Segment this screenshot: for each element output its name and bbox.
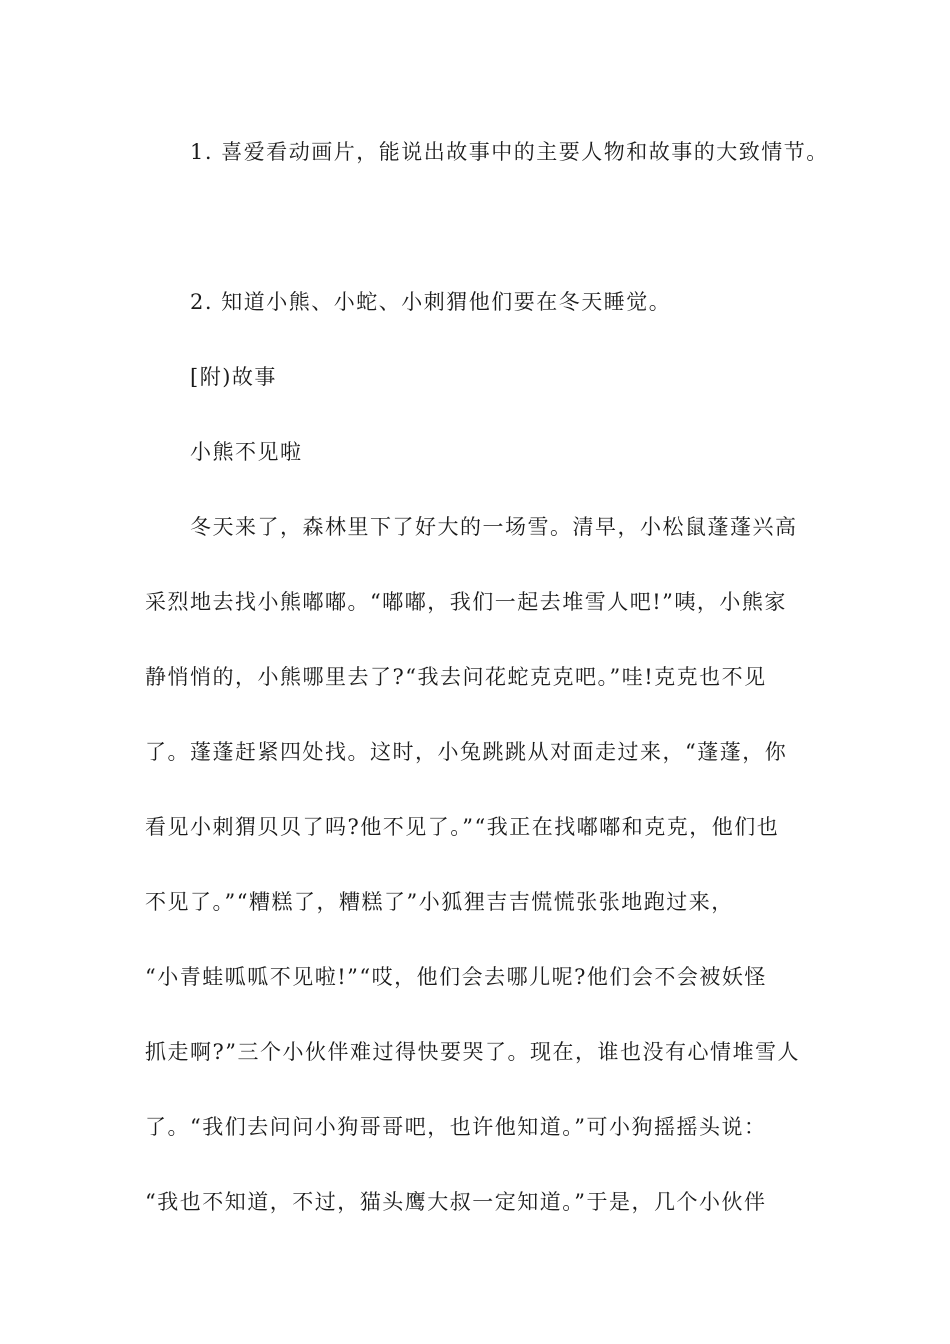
story-line: 看见小刺猬贝贝了吗?他不见了。”“我正在找嘟嘟和克克，他们也 bbox=[145, 815, 780, 839]
story-line: 静悄悄的，小熊哪里去了?“我去问花蛇克克吧。”哇!克克也不见 bbox=[145, 665, 767, 689]
story-line: 冬天来了，森林里下了好大的一场雪。清早，小松鼠蓬蓬兴高 bbox=[190, 515, 798, 539]
goal-item-2: 2. 知道小熊、小蛇、小刺猬他们要在冬天睡觉。 bbox=[190, 290, 672, 314]
story-title: 小熊不见啦 bbox=[190, 440, 303, 464]
story-line: 不见了。”“糟糕了，糟糕了”小狐狸吉吉慌慌张张地跑过来， bbox=[145, 890, 734, 914]
story-line: “小青蛙呱呱不见啦!”“哎，他们会去哪儿呢?他们会不会被妖怪 bbox=[145, 965, 767, 989]
story-line: 抓走啊?”三个小伙伴难过得快要哭了。现在，谁也没有心情堆雪人 bbox=[145, 1040, 800, 1064]
story-line: 了。“我们去问问小狗哥哥吧，也许他知道。”可小狗摇摇头说： bbox=[145, 1115, 767, 1139]
appendix-label: [附)故事 bbox=[190, 365, 277, 389]
story-line: “我也不知道，不过，猫头鹰大叔一定知道。”于是，几个小伙伴 bbox=[145, 1190, 767, 1214]
story-line: 了。蓬蓬赶紧四处找。这时，小兔跳跳从对面走过来，“蓬蓬，你 bbox=[145, 740, 788, 764]
goal-item-1: 1. 喜爱看动画片，能说出故事中的主要人物和故事的大致情节。 bbox=[190, 140, 829, 164]
story-line: 采烈地去找小熊嘟嘟。“嘟嘟，我们一起去堆雪人吧!”咦，小熊家 bbox=[145, 590, 787, 614]
